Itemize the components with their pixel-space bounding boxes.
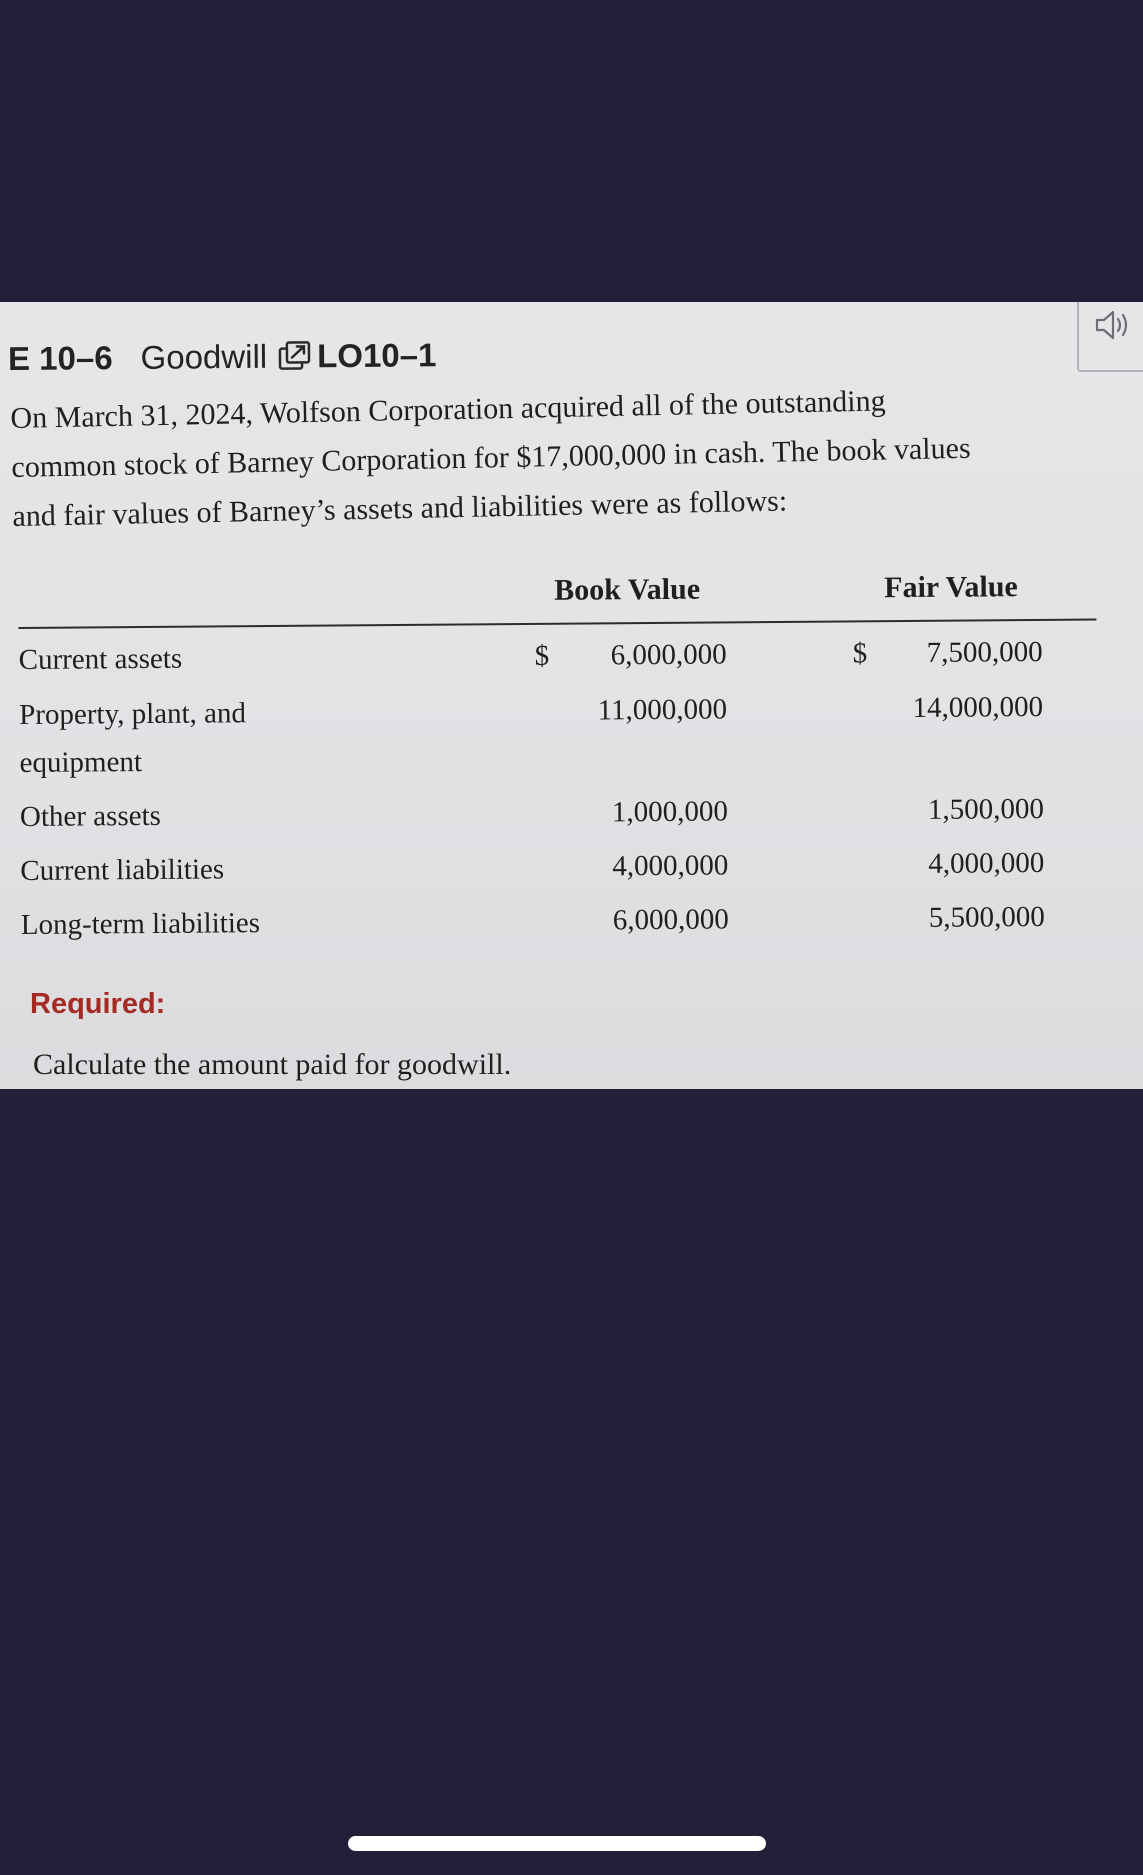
row-label: Current liabilities xyxy=(20,853,225,887)
intro-line: and fair values of Barney’s assets and liabilities were as follows: xyxy=(12,484,788,533)
table-row xyxy=(20,893,1101,941)
exercise-title: Goodwill xyxy=(140,337,268,376)
table-row xyxy=(19,785,1100,833)
balance-table xyxy=(18,562,1101,970)
home-indicator[interactable] xyxy=(348,1836,766,1851)
header-divider xyxy=(18,619,1096,629)
exercise-heading xyxy=(8,336,437,378)
book-value-cell: 11,000,000 xyxy=(597,693,728,727)
currency-symbol: $ xyxy=(534,639,550,672)
book-value-cell: 6,000,000 xyxy=(610,638,727,672)
book-value-header: Book Value xyxy=(554,572,701,607)
intro-line: On March 31, 2024, Wolfson Corporation acquired all of the outstanding xyxy=(10,384,886,435)
table-row xyxy=(20,839,1100,887)
table-row xyxy=(19,683,1099,779)
fair-value-cell: 1,500,000 xyxy=(927,792,1045,826)
learning-objective-link[interactable]: LO10–1 xyxy=(316,336,437,375)
book-value-cell: 1,000,000 xyxy=(611,795,729,829)
exercise-number: E 10–6 xyxy=(7,339,113,377)
problem-statement xyxy=(10,372,1123,541)
exercise-panel xyxy=(0,302,1143,1089)
speaker-icon xyxy=(1094,308,1132,342)
audio-button[interactable] xyxy=(1077,302,1143,372)
intro-line: common stock of Barney Corporation for $17,000,000 in cash. The book values xyxy=(11,431,971,484)
required-task: Calculate the amount paid for goodwill. xyxy=(33,1048,512,1081)
book-value-cell: 6,000,000 xyxy=(612,903,729,937)
external-link-icon[interactable] xyxy=(277,340,311,372)
row-label-continued: equipment xyxy=(19,746,143,779)
fair-value-cell: 4,000,000 xyxy=(928,846,1045,880)
row-label: Current assets xyxy=(18,642,183,676)
book-value-cell: 4,000,000 xyxy=(612,849,729,883)
fair-value-cell: 14,000,000 xyxy=(912,690,1044,724)
row-label: Other assets xyxy=(19,799,161,833)
fair-value-cell: 7,500,000 xyxy=(926,635,1043,669)
row-label: Property, plant, and xyxy=(19,697,247,731)
fair-value-header: Fair Value xyxy=(884,570,1018,605)
required-heading: Required: xyxy=(30,988,166,1020)
table-row xyxy=(18,628,1099,676)
fair-value-cell: 5,500,000 xyxy=(928,900,1045,934)
row-label: Long-term liabilities xyxy=(20,907,261,941)
currency-symbol: $ xyxy=(852,637,868,670)
